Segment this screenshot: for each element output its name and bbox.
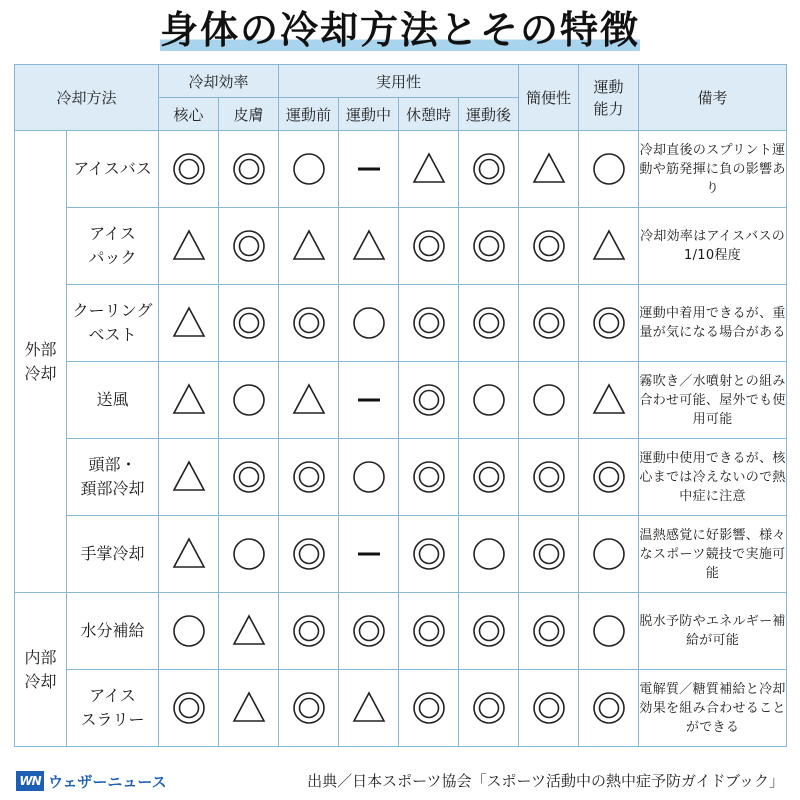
page-title: 身体の冷却方法とその特徴 [160, 4, 640, 56]
double-circle-symbol [411, 228, 447, 264]
rating-cell [219, 131, 279, 208]
table-row [15, 516, 787, 593]
rating-cell [579, 131, 639, 208]
rating-cell [279, 285, 339, 362]
table-row [15, 670, 787, 747]
rating-cell [159, 439, 219, 516]
double-circle-symbol [171, 151, 207, 187]
double-circle-symbol [531, 536, 567, 572]
rating-cell [459, 670, 519, 747]
table-row [15, 131, 787, 208]
rating-cell [279, 593, 339, 670]
rating-cell [399, 208, 459, 285]
rating-cell [459, 362, 519, 439]
double-circle-symbol [351, 613, 387, 649]
triangle-symbol [411, 151, 447, 187]
rating-cell [519, 439, 579, 516]
circle-symbol [231, 536, 267, 572]
method-name: 水分補給 [67, 593, 159, 670]
double-circle-symbol [411, 459, 447, 495]
double-circle-symbol [531, 228, 567, 264]
rating-cell [399, 131, 459, 208]
header-after-exercise: 運動後 [459, 98, 519, 131]
method-name: 手掌冷却 [67, 516, 159, 593]
double-circle-symbol [471, 690, 507, 726]
note-cell: 電解質／糖質補給と冷却効果を組み合わせることができる [639, 670, 787, 747]
triangle-symbol [351, 690, 387, 726]
rating-cell [579, 593, 639, 670]
triangle-symbol [531, 151, 567, 187]
method-name: 送風 [67, 362, 159, 439]
triangle-symbol [171, 305, 207, 341]
rating-cell [219, 208, 279, 285]
title-container [0, 4, 800, 62]
rating-cell [159, 285, 219, 362]
rating-cell [579, 439, 639, 516]
rating-cell [219, 362, 279, 439]
group-label: 内部 冷却 [15, 593, 67, 747]
rating-cell [219, 516, 279, 593]
rating-cell [219, 285, 279, 362]
triangle-symbol [231, 690, 267, 726]
rating-cell [399, 516, 459, 593]
triangle-symbol [171, 459, 207, 495]
double-circle-symbol [291, 536, 327, 572]
circle-symbol [231, 382, 267, 418]
header-skin: 皮膚 [219, 98, 279, 131]
double-circle-symbol [471, 613, 507, 649]
double-circle-symbol [171, 690, 207, 726]
rating-cell [219, 670, 279, 747]
triangle-symbol [591, 382, 627, 418]
double-circle-symbol [411, 382, 447, 418]
rating-cell [399, 593, 459, 670]
table-row [15, 439, 787, 516]
rating-cell [459, 285, 519, 362]
double-circle-symbol [591, 305, 627, 341]
weathernews-logo [16, 769, 167, 793]
note-cell: 冷却直後のスプリント運動や筋発揮に負の影響あり [639, 131, 787, 208]
note-cell: 霧吹き／水噴射との組み合わせ可能、屋外でも使用可能 [639, 362, 787, 439]
rating-cell [339, 670, 399, 747]
rating-cell [159, 516, 219, 593]
double-circle-symbol [231, 459, 267, 495]
note-cell: 運動中使用できるが、核心までは冷えないので熱中症に注意 [639, 439, 787, 516]
rating-cell [579, 670, 639, 747]
header-method: 冷却方法 [15, 65, 159, 131]
double-circle-symbol [411, 690, 447, 726]
triangle-symbol [171, 228, 207, 264]
rating-cell [399, 285, 459, 362]
rating-cell [579, 516, 639, 593]
double-circle-symbol [471, 305, 507, 341]
rating-cell [519, 131, 579, 208]
method-name: アイス スラリー [67, 670, 159, 747]
rating-cell [339, 439, 399, 516]
double-circle-symbol [531, 690, 567, 726]
rating-cell [279, 670, 339, 747]
double-circle-symbol [231, 305, 267, 341]
header-rest: 休憩時 [399, 98, 459, 131]
rating-cell [459, 208, 519, 285]
rating-cell [579, 208, 639, 285]
header-efficiency: 冷却効率 [159, 65, 279, 98]
double-circle-symbol [411, 305, 447, 341]
rating-cell [459, 516, 519, 593]
double-circle-symbol [471, 151, 507, 187]
rating-cell [519, 208, 579, 285]
rating-cell [279, 362, 339, 439]
circle-symbol [351, 459, 387, 495]
table-row [15, 285, 787, 362]
rating-cell [159, 131, 219, 208]
header-during-exercise: 運動中 [339, 98, 399, 131]
rating-cell [459, 439, 519, 516]
header-practicality: 実用性 [279, 65, 519, 98]
triangle-symbol [291, 228, 327, 264]
double-circle-symbol [471, 459, 507, 495]
circle-symbol [591, 613, 627, 649]
circle-symbol [291, 151, 327, 187]
double-circle-symbol [471, 228, 507, 264]
group-label: 外部 冷却 [15, 131, 67, 593]
circle-symbol [591, 151, 627, 187]
rating-cell [339, 593, 399, 670]
rating-cell [459, 131, 519, 208]
table-row [15, 593, 787, 670]
circle-symbol [351, 305, 387, 341]
double-circle-symbol [231, 151, 267, 187]
method-name: アイス パック [67, 208, 159, 285]
rating-cell [579, 362, 639, 439]
rating-cell [279, 131, 339, 208]
double-circle-symbol [291, 305, 327, 341]
rating-cell [399, 670, 459, 747]
double-circle-symbol [531, 459, 567, 495]
note-cell: 温熱感覚に好影響、様々なスポーツ競技で実施可能 [639, 516, 787, 593]
table-row [15, 208, 787, 285]
table-row [15, 362, 787, 439]
cooling-methods-table [14, 64, 787, 747]
method-name: 頭部・ 頚部冷却 [67, 439, 159, 516]
double-circle-symbol [291, 613, 327, 649]
circle-symbol [471, 536, 507, 572]
double-circle-symbol [231, 228, 267, 264]
rating-cell [459, 593, 519, 670]
rating-cell [279, 208, 339, 285]
dash-symbol [351, 151, 387, 187]
note-cell: 脱水予防やエネルギー補給が可能 [639, 593, 787, 670]
rating-cell [339, 285, 399, 362]
source-citation: 出典／日本スポーツ協会「スポーツ活動中の熱中症予防ガイドブック」 [307, 772, 784, 790]
header-motor-ability: 運動 能力 [579, 65, 639, 131]
circle-symbol [171, 613, 207, 649]
rating-cell [519, 670, 579, 747]
dash-symbol [351, 536, 387, 572]
rating-cell [339, 208, 399, 285]
double-circle-symbol [591, 459, 627, 495]
double-circle-symbol [531, 613, 567, 649]
rating-cell [519, 362, 579, 439]
rating-cell [399, 362, 459, 439]
rating-cell [279, 439, 339, 516]
rating-cell [519, 285, 579, 362]
rating-cell [159, 670, 219, 747]
double-circle-symbol [411, 536, 447, 572]
rating-cell [159, 593, 219, 670]
rating-cell [399, 439, 459, 516]
triangle-symbol [291, 382, 327, 418]
rating-cell [519, 516, 579, 593]
table-body [15, 131, 787, 747]
circle-symbol [591, 536, 627, 572]
header-convenience: 簡便性 [519, 65, 579, 131]
rating-cell [219, 439, 279, 516]
double-circle-symbol [591, 690, 627, 726]
note-cell: 冷却効率はアイスバスの1/10程度 [639, 208, 787, 285]
triangle-symbol [591, 228, 627, 264]
header-core: 核心 [159, 98, 219, 131]
rating-cell [159, 208, 219, 285]
header-before-exercise: 運動前 [279, 98, 339, 131]
rating-cell [159, 362, 219, 439]
rating-cell [339, 362, 399, 439]
circle-symbol [471, 382, 507, 418]
double-circle-symbol [291, 459, 327, 495]
double-circle-symbol [291, 690, 327, 726]
double-circle-symbol [531, 305, 567, 341]
note-cell: 運動中着用できるが、重量が気になる場合がある [639, 285, 787, 362]
triangle-symbol [351, 228, 387, 264]
dash-symbol [351, 382, 387, 418]
method-name: アイスバス [67, 131, 159, 208]
triangle-symbol [231, 613, 267, 649]
triangle-symbol [171, 536, 207, 572]
rating-cell [219, 593, 279, 670]
logo-mark: WN [16, 771, 44, 791]
method-name: クーリング ベスト [67, 285, 159, 362]
triangle-symbol [171, 382, 207, 418]
rating-cell [519, 593, 579, 670]
rating-cell [339, 131, 399, 208]
circle-symbol [531, 382, 567, 418]
header-notes: 備考 [639, 65, 787, 131]
rating-cell [579, 285, 639, 362]
logo-text: ウェザーニュース [48, 772, 167, 791]
rating-cell [279, 516, 339, 593]
rating-cell [339, 516, 399, 593]
double-circle-symbol [411, 613, 447, 649]
